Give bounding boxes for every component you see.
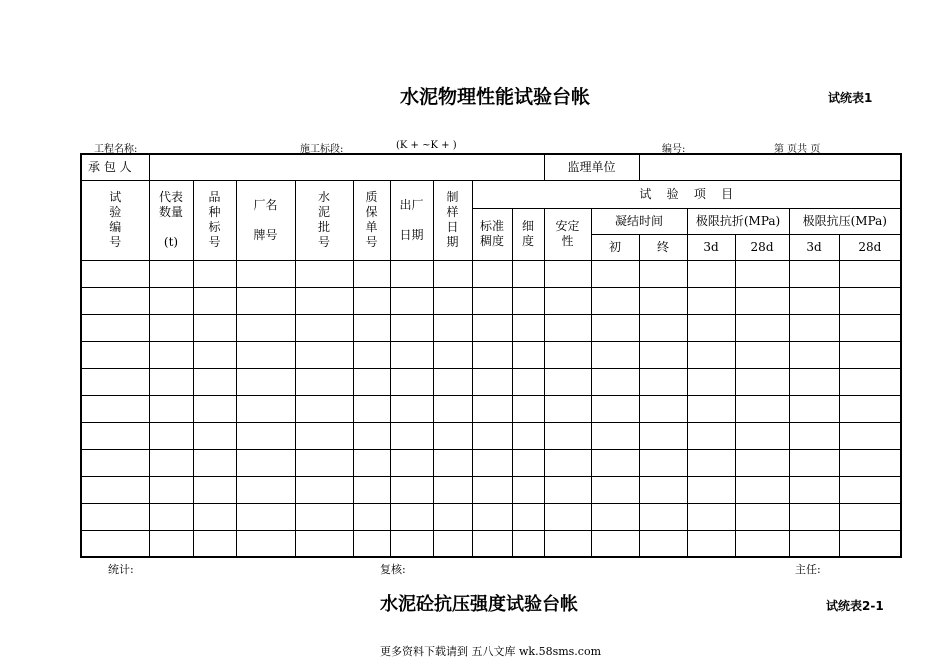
table-cell xyxy=(544,314,591,341)
table-cell xyxy=(353,476,390,503)
table-cell xyxy=(433,476,472,503)
table-cell xyxy=(735,314,789,341)
table-cell xyxy=(236,530,295,557)
table-cell xyxy=(735,287,789,314)
table-cell xyxy=(591,530,639,557)
table-cell xyxy=(149,341,193,368)
table-cell xyxy=(789,260,839,287)
table-cell xyxy=(390,260,433,287)
table-cell xyxy=(735,260,789,287)
header-initial-set: 初 xyxy=(591,234,639,260)
table-cell xyxy=(433,368,472,395)
table-cell xyxy=(512,260,544,287)
table-cell xyxy=(839,503,901,530)
table-cell xyxy=(390,287,433,314)
table-cell xyxy=(839,422,901,449)
table-cell xyxy=(591,503,639,530)
table-cell xyxy=(390,476,433,503)
table-cell xyxy=(735,449,789,476)
table-cell xyxy=(789,449,839,476)
table-cell xyxy=(735,530,789,557)
header-test-no: 试 验 编 号 xyxy=(81,180,149,260)
table-cell xyxy=(687,287,735,314)
table-cell xyxy=(390,503,433,530)
header-warranty-no: 质 保 单 号 xyxy=(353,180,390,260)
table-cell xyxy=(472,530,512,557)
table-cell xyxy=(512,449,544,476)
table-cell xyxy=(433,503,472,530)
table-cell xyxy=(544,449,591,476)
header-setting-time: 凝结时间 xyxy=(591,208,687,234)
header-sample-date: 制 样 日 期 xyxy=(433,180,472,260)
table-cell xyxy=(149,314,193,341)
header-batch-no: 水 泥 批 号 xyxy=(295,180,353,260)
table-cell xyxy=(735,368,789,395)
header-quantity: 代表 数量 (t) xyxy=(149,180,193,260)
table-cell xyxy=(512,503,544,530)
table-cell xyxy=(295,260,353,287)
table-cell xyxy=(81,395,149,422)
table-cell xyxy=(193,260,236,287)
table-cell xyxy=(236,422,295,449)
header-final-set: 终 xyxy=(639,234,687,260)
form-number: 试统表1 xyxy=(828,91,873,105)
table-cell xyxy=(639,314,687,341)
table-cell xyxy=(472,395,512,422)
table-cell xyxy=(193,341,236,368)
table-cell xyxy=(512,341,544,368)
table-cell xyxy=(295,287,353,314)
table-cell xyxy=(433,395,472,422)
header-flexural-3d: 3d xyxy=(687,234,735,260)
table-cell xyxy=(236,368,295,395)
table-cell xyxy=(433,530,472,557)
table-cell xyxy=(236,260,295,287)
table-cell xyxy=(839,368,901,395)
table-cell xyxy=(591,368,639,395)
table-cell xyxy=(839,260,901,287)
supervisor-unit-value xyxy=(639,154,901,180)
header-soundness: 安定 性 xyxy=(544,208,591,260)
table-cell xyxy=(735,395,789,422)
table-cell xyxy=(353,395,390,422)
table-cell xyxy=(295,395,353,422)
table-cell xyxy=(544,476,591,503)
document-title: 水泥物理性能试验台帐 xyxy=(400,86,591,108)
table-cell xyxy=(390,368,433,395)
table-cell xyxy=(472,260,512,287)
table-cell xyxy=(472,368,512,395)
table-cell xyxy=(193,368,236,395)
table-cell xyxy=(544,260,591,287)
table-cell xyxy=(687,422,735,449)
table-row xyxy=(81,530,901,557)
table-cell xyxy=(149,260,193,287)
table-row xyxy=(81,449,901,476)
table-cell xyxy=(149,395,193,422)
table-cell xyxy=(591,287,639,314)
header-compressive-strength: 极限抗压(MPa) xyxy=(789,208,901,234)
number-label: 编号: xyxy=(662,144,686,155)
review-label: 复核: xyxy=(380,563,406,576)
table-cell xyxy=(295,476,353,503)
table-cell xyxy=(512,314,544,341)
table-cell xyxy=(390,314,433,341)
table-cell xyxy=(472,476,512,503)
table-cell xyxy=(353,530,390,557)
table-cell xyxy=(81,530,149,557)
table-cell xyxy=(236,449,295,476)
table-cell xyxy=(295,503,353,530)
table-cell xyxy=(353,341,390,368)
table-cell xyxy=(295,368,353,395)
table-cell xyxy=(149,422,193,449)
table-cell xyxy=(639,260,687,287)
table-cell xyxy=(390,422,433,449)
watermark-text: 更多资料下载请到 五八文库 wk.58sms.com xyxy=(380,645,601,658)
table-cell xyxy=(472,341,512,368)
table-row xyxy=(81,503,901,530)
data-rows xyxy=(81,260,901,557)
table-cell xyxy=(236,476,295,503)
header-standard-consistency: 标准 稠度 xyxy=(472,208,512,260)
table-cell xyxy=(193,287,236,314)
table-cell xyxy=(839,476,901,503)
table-cell xyxy=(687,530,735,557)
header-test-items: 试 验 项 目 xyxy=(472,180,901,208)
table-cell xyxy=(687,341,735,368)
table-cell xyxy=(591,449,639,476)
table-cell xyxy=(81,368,149,395)
table-cell xyxy=(544,503,591,530)
table-row xyxy=(81,314,901,341)
table-row xyxy=(81,395,901,422)
table-cell xyxy=(295,341,353,368)
table-cell xyxy=(433,422,472,449)
table-cell xyxy=(839,314,901,341)
table-cell xyxy=(236,395,295,422)
table-cell xyxy=(353,314,390,341)
table-cell xyxy=(472,314,512,341)
table-cell xyxy=(390,530,433,557)
table-cell xyxy=(789,530,839,557)
table-cell xyxy=(193,503,236,530)
table-cell xyxy=(149,287,193,314)
table-cell xyxy=(353,503,390,530)
table-cell xyxy=(433,260,472,287)
table-cell xyxy=(353,260,390,287)
table-row xyxy=(81,287,901,314)
table-cell xyxy=(81,422,149,449)
table-cell xyxy=(735,422,789,449)
table-cell xyxy=(735,503,789,530)
table-cell xyxy=(512,368,544,395)
table-cell xyxy=(789,503,839,530)
table-cell xyxy=(591,260,639,287)
table-cell xyxy=(353,287,390,314)
header-factory-date: 出厂 日期 xyxy=(390,180,433,260)
table-cell xyxy=(735,476,789,503)
table-cell xyxy=(193,449,236,476)
cement-test-ledger-table xyxy=(80,153,902,558)
stats-label: 统计: xyxy=(108,563,134,576)
table-cell xyxy=(789,287,839,314)
table-cell xyxy=(81,341,149,368)
table-cell xyxy=(789,368,839,395)
contractor-value xyxy=(149,154,544,180)
table-cell xyxy=(544,530,591,557)
header-compressive-3d: 3d xyxy=(789,234,839,260)
table-cell xyxy=(236,503,295,530)
table-row xyxy=(81,422,901,449)
header-flexural-strength: 极限抗折(MPa) xyxy=(687,208,789,234)
table-row xyxy=(81,341,901,368)
table-cell xyxy=(512,476,544,503)
table-cell xyxy=(789,476,839,503)
table-cell xyxy=(81,476,149,503)
table-cell xyxy=(193,476,236,503)
table-cell xyxy=(839,341,901,368)
next-document-title: 水泥砼抗压强度试验台帐 xyxy=(380,594,578,615)
table-row xyxy=(81,368,901,395)
table-cell xyxy=(353,368,390,395)
table-cell xyxy=(639,395,687,422)
table-cell xyxy=(472,503,512,530)
table-cell xyxy=(687,368,735,395)
supervisor-unit-label: 监理单位 xyxy=(544,154,639,180)
table-cell xyxy=(839,287,901,314)
table-cell xyxy=(149,449,193,476)
table-cell xyxy=(81,314,149,341)
contractor-label: 承 包 人 xyxy=(81,154,149,180)
table-cell xyxy=(591,476,639,503)
table-cell xyxy=(591,314,639,341)
page-count: 第 页共 页 xyxy=(774,144,821,155)
table-cell xyxy=(433,314,472,341)
table-cell xyxy=(236,287,295,314)
table-cell xyxy=(295,314,353,341)
section-label: 施工标段: xyxy=(300,144,344,155)
table-cell xyxy=(839,395,901,422)
table-cell xyxy=(639,449,687,476)
table-cell xyxy=(193,530,236,557)
table-cell xyxy=(295,530,353,557)
table-cell xyxy=(81,449,149,476)
table-row xyxy=(81,260,901,287)
table-cell xyxy=(544,422,591,449)
table-cell xyxy=(472,422,512,449)
table-cell xyxy=(687,314,735,341)
table-cell xyxy=(390,341,433,368)
table-cell xyxy=(687,449,735,476)
table-cell xyxy=(639,530,687,557)
table-cell xyxy=(639,422,687,449)
table-cell xyxy=(544,341,591,368)
next-form-number: 试统表2-1 xyxy=(826,599,884,613)
table-cell xyxy=(193,314,236,341)
table-cell xyxy=(295,422,353,449)
table-cell xyxy=(639,341,687,368)
table-cell xyxy=(789,422,839,449)
table-cell xyxy=(687,260,735,287)
table-cell xyxy=(512,395,544,422)
table-cell xyxy=(544,287,591,314)
header-fineness: 细 度 xyxy=(512,208,544,260)
table-cell xyxy=(149,530,193,557)
table-cell xyxy=(193,422,236,449)
table-cell xyxy=(149,368,193,395)
project-name-label: 工程名称: xyxy=(94,144,138,155)
table-cell xyxy=(236,314,295,341)
table-cell xyxy=(591,395,639,422)
table-cell xyxy=(149,476,193,503)
table-cell xyxy=(433,287,472,314)
table-cell xyxy=(639,476,687,503)
table-cell xyxy=(353,422,390,449)
table-cell xyxy=(789,314,839,341)
table-cell xyxy=(472,449,512,476)
table-cell xyxy=(390,395,433,422)
table-cell xyxy=(591,341,639,368)
table-cell xyxy=(789,395,839,422)
table-cell xyxy=(236,341,295,368)
table-cell xyxy=(839,530,901,557)
table-cell xyxy=(839,449,901,476)
table-cell xyxy=(735,341,789,368)
table-cell xyxy=(512,530,544,557)
table-cell xyxy=(81,260,149,287)
chainage-range: (K + ~K + ) xyxy=(396,140,457,151)
header-flexural-28d: 28d xyxy=(735,234,789,260)
table-cell xyxy=(687,476,735,503)
table-cell xyxy=(433,341,472,368)
table-cell xyxy=(295,449,353,476)
table-cell xyxy=(193,395,236,422)
table-cell xyxy=(512,287,544,314)
table-cell xyxy=(353,449,390,476)
table-cell xyxy=(390,449,433,476)
table-cell xyxy=(789,341,839,368)
table-cell xyxy=(639,503,687,530)
table-cell xyxy=(433,449,472,476)
header-compressive-28d: 28d xyxy=(839,234,901,260)
table-row xyxy=(81,476,901,503)
table-cell xyxy=(472,287,512,314)
table-cell xyxy=(544,395,591,422)
table-cell xyxy=(687,395,735,422)
table-cell xyxy=(81,287,149,314)
table-cell xyxy=(639,368,687,395)
table-cell xyxy=(591,422,639,449)
header-grade: 品 种 标 号 xyxy=(193,180,236,260)
table-cell xyxy=(639,287,687,314)
header-maker-brand: 厂名 牌号 xyxy=(236,180,295,260)
table-cell xyxy=(544,368,591,395)
table-cell xyxy=(149,503,193,530)
table-cell xyxy=(687,503,735,530)
director-label: 主任: xyxy=(795,563,821,576)
table-cell xyxy=(512,422,544,449)
table-cell xyxy=(81,503,149,530)
